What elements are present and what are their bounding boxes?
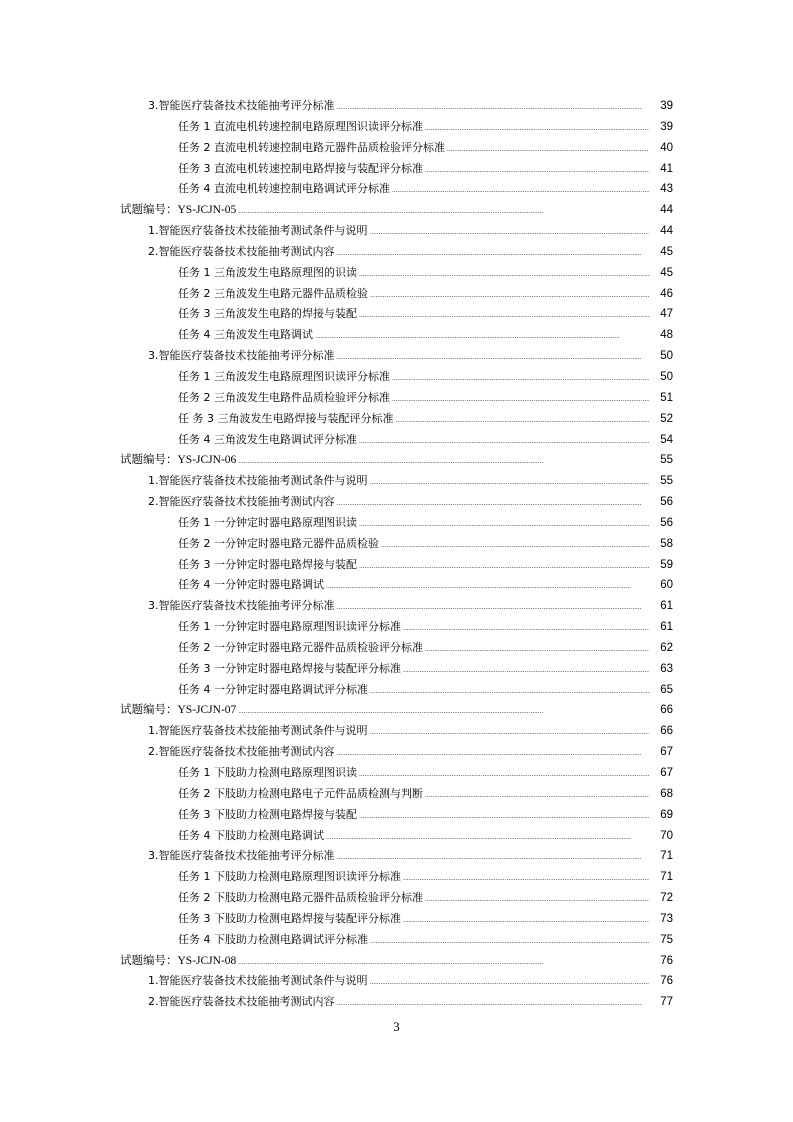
- toc-entry[interactable]: [0, 159, 673, 180]
- toc-entry-title: 任务 1 一分钟定时器电路原理图识读: [178, 515, 357, 529]
- dot-leader: [337, 242, 650, 265]
- toc-entry-page: 76: [660, 975, 673, 988]
- toc-entry-page: 65: [660, 683, 673, 696]
- toc-entry-page: 71: [660, 871, 673, 884]
- dot-leader: [447, 138, 649, 161]
- toc-entry[interactable]: [0, 888, 673, 909]
- toc-entry[interactable]: [0, 846, 673, 867]
- toc-entry-page: 63: [660, 662, 673, 675]
- toc-entry-page: 70: [660, 829, 673, 842]
- toc-entry-page: 54: [660, 433, 673, 446]
- toc-entry-title: 任务 2 下肢助力检测电路电子元件品质检测与判断: [178, 786, 423, 800]
- toc-entry-page: 55: [660, 475, 673, 488]
- dot-leader: [238, 450, 649, 473]
- toc-entry[interactable]: [0, 805, 673, 826]
- toc-entry-page: 39: [660, 100, 673, 112]
- dot-leader: [392, 388, 649, 411]
- toc-entry-title: 试题编号：YS-JCJN-06: [120, 454, 237, 467]
- toc-entry[interactable]: [0, 513, 673, 534]
- dot-leader: [359, 555, 649, 578]
- toc-entry-title: 1.智能医疗装备技术技能抽考测试条件与说明: [148, 224, 368, 238]
- toc-entry[interactable]: [0, 346, 673, 367]
- dot-leader: [359, 805, 649, 828]
- dot-leader: [403, 867, 649, 890]
- dot-leader: [425, 784, 649, 807]
- toc-entry[interactable]: [0, 242, 673, 263]
- toc-entry-page: 61: [660, 621, 673, 634]
- toc-entry[interactable]: [0, 909, 673, 930]
- dot-leader: [392, 179, 649, 202]
- toc-entry[interactable]: [0, 304, 673, 325]
- toc-entry-title: 任务 3 下肢助力检测电路焊接与装配评分标准: [178, 911, 401, 925]
- dot-leader: [425, 117, 649, 140]
- toc-entry-page: 60: [660, 579, 673, 592]
- toc-entry-title: 任务 4 直流电机转速控制电路调试评分标准: [178, 182, 390, 196]
- toc-entry[interactable]: [0, 951, 673, 972]
- toc-entry-title: 任务 1 三角波发生电路原理图的识读: [178, 265, 357, 279]
- toc-entry-page: 73: [660, 912, 673, 925]
- toc-entry-title: 任务 2 一分钟定时器电路元器件品质检验评分标准: [178, 640, 423, 654]
- toc-entry[interactable]: [0, 471, 673, 492]
- dot-leader: [392, 367, 649, 390]
- toc-entry-title: 2.智能医疗装备技术技能抽考测试内容: [148, 244, 335, 258]
- toc-entry[interactable]: [0, 575, 673, 596]
- dot-leader: [337, 492, 650, 515]
- toc-entry-title: 试题编号：YS-JCJN-08: [120, 954, 237, 967]
- dot-leader: [425, 159, 649, 182]
- toc-entry[interactable]: [0, 138, 673, 159]
- dot-leader: [370, 721, 650, 744]
- toc-entry-title: 任务 2 下肢助力检测电路元器件品质检验评分标准: [178, 891, 423, 905]
- toc-entry[interactable]: [0, 179, 673, 200]
- toc-entry-title: 任务 4 三角波发生电路调试: [178, 328, 313, 342]
- dot-leader: [425, 638, 649, 661]
- toc-entry[interactable]: [0, 867, 673, 888]
- toc-entry-page: 58: [660, 537, 673, 550]
- toc-entry-title: 任务 4 一分钟定时器电路调试: [178, 578, 324, 592]
- toc-entry[interactable]: [0, 826, 673, 847]
- dot-leader: [359, 304, 649, 327]
- toc-entry-title: 3.智能医疗装备技术技能抽考评分标准: [148, 99, 335, 112]
- toc-entry[interactable]: [0, 784, 673, 805]
- toc-entry-page: 75: [660, 933, 673, 946]
- dot-leader: [326, 826, 649, 849]
- dot-leader: [315, 325, 649, 348]
- toc-entry-page: 67: [660, 767, 673, 779]
- toc-entry-title: 2.智能医疗装备技术技能抽考测试内容: [148, 495, 335, 509]
- toc-entry-page: 56: [660, 516, 673, 529]
- toc-entry-page: 39: [660, 120, 673, 133]
- dot-leader: [337, 346, 650, 369]
- dot-leader: [238, 951, 649, 974]
- toc-entry-page: 55: [660, 454, 673, 467]
- toc-entry-page: 56: [660, 496, 673, 509]
- dot-leader: [370, 471, 650, 494]
- toc-entry-page: 50: [660, 370, 673, 383]
- toc-entry-title: 任务 4 三角波发生电路调试评分标准: [178, 432, 357, 446]
- toc-entry[interactable]: [0, 325, 673, 346]
- toc-entry[interactable]: [0, 680, 673, 701]
- dot-leader: [238, 700, 649, 723]
- dot-leader: [337, 596, 650, 619]
- toc-entry-title: 任务 3 一分钟定时器电路焊接与装配: [178, 557, 357, 571]
- toc-entry-page: 67: [660, 746, 673, 759]
- toc-entry-title: 任务 4 下肢助力检测电路调试评分标准: [178, 932, 368, 946]
- toc-entry[interactable]: [0, 659, 673, 680]
- toc-entry-title: 任务 2 三角波发生电路元器件品质检验: [178, 286, 368, 300]
- toc-entry[interactable]: [0, 367, 673, 388]
- toc-entry[interactable]: [0, 555, 673, 576]
- toc-entry-title: 1.智能医疗装备技术技能抽考测试条件与说明: [148, 474, 368, 488]
- dot-leader: [370, 971, 650, 994]
- toc-entry-title: 3.智能医疗装备技术技能抽考评分标准: [148, 599, 335, 613]
- toc-entry[interactable]: [0, 638, 673, 659]
- toc-entry-page: 72: [660, 892, 673, 905]
- dot-leader: [359, 263, 649, 286]
- toc-entry-page: 41: [660, 162, 673, 175]
- dot-leader: [425, 888, 649, 911]
- toc-entry-title: 任务 2 三角波发生电路件品质检验评分标准: [178, 390, 390, 404]
- toc-entry-page: 66: [660, 704, 673, 717]
- toc-entry[interactable]: [0, 700, 673, 721]
- toc-entry-title: 任务 3 下肢助力检测电路焊接与装配: [178, 807, 357, 821]
- dot-leader: [359, 513, 649, 536]
- dot-leader: [359, 763, 649, 786]
- dot-leader: [337, 846, 650, 869]
- toc-entry-page: 46: [660, 287, 673, 300]
- toc-entry-page: 48: [660, 329, 673, 342]
- toc-entry-title: 任务 2 一分钟定时器电路元器件品质检验: [178, 536, 379, 550]
- toc-entry-title: 任务 3 一分钟定时器电路焊接与装配评分标准: [178, 661, 401, 675]
- toc-entry-title: 任务 2 直流电机转速控制电路元器件品质检验评分标准: [178, 140, 445, 154]
- toc-entry[interactable]: [0, 409, 673, 430]
- toc-entry-page: 47: [660, 308, 673, 321]
- toc-entry-title: 任务 1 下肢助力检测电路原理图识读: [178, 766, 357, 779]
- toc-entry-page: 50: [660, 350, 673, 363]
- toc-entry-title: 任务 1 直流电机转速控制电路原理图识读评分标准: [178, 119, 423, 133]
- toc-entry-page: 62: [660, 641, 673, 654]
- toc-entry-title: 1.智能医疗装备技术技能抽考测试条件与说明: [148, 974, 368, 988]
- toc-entry-page: 77: [660, 996, 673, 1009]
- toc-entry[interactable]: [0, 430, 673, 451]
- toc-entry-page: 71: [660, 850, 673, 863]
- toc-entry[interactable]: [0, 763, 673, 784]
- dot-leader: [403, 617, 649, 640]
- toc-entry-title: 任务 1 一分钟定时器电路原理图识读评分标准: [178, 620, 401, 634]
- toc-entry-page: 76: [660, 954, 673, 967]
- toc-entry-page: 61: [660, 600, 673, 613]
- toc-entry-page: 69: [660, 808, 673, 821]
- dot-leader: [359, 430, 649, 453]
- toc-entry[interactable]: [0, 596, 673, 617]
- toc-entry[interactable]: [0, 492, 673, 513]
- toc-entry[interactable]: [0, 534, 673, 555]
- toc-entry-page: 44: [660, 225, 673, 238]
- toc-entry[interactable]: [0, 721, 673, 742]
- toc-entry-title: 2.智能医疗装备技术技能抽考测试内容: [148, 745, 335, 759]
- toc-entry-title: 任务 1 三角波发生电路原理图识读评分标准: [178, 369, 390, 383]
- toc-entry-page: 51: [660, 391, 673, 404]
- toc-entry-page: 40: [660, 141, 673, 154]
- toc-entry[interactable]: [0, 200, 673, 221]
- dot-leader: [403, 909, 649, 932]
- dot-leader: [337, 96, 650, 119]
- toc-entry[interactable]: [0, 930, 673, 951]
- toc-entry-title: 任 务 3 三角波发生电路焊接与装配评分标准: [178, 411, 394, 425]
- toc-entry-page: 43: [660, 183, 673, 196]
- toc-entry[interactable]: [0, 742, 673, 763]
- toc-entry-title: 任务 3 三角波发生电路的焊接与装配: [178, 307, 357, 321]
- toc-entry[interactable]: [0, 263, 673, 284]
- dot-leader: [337, 992, 650, 1015]
- toc-entry[interactable]: [0, 117, 673, 138]
- dot-leader: [370, 680, 649, 703]
- dot-leader: [370, 284, 649, 307]
- toc-entry-title: 任务 1 下肢助力检测电路原理图识读评分标准: [178, 870, 401, 884]
- toc-entry-title: 3.智能医疗装备技术技能抽考评分标准: [148, 349, 335, 363]
- toc-entry[interactable]: [0, 971, 673, 992]
- toc-entry-title: 3.智能医疗装备技术技能抽考评分标准: [148, 849, 335, 863]
- dot-leader: [381, 534, 649, 557]
- dot-leader: [396, 409, 650, 432]
- toc-entry-page: 68: [660, 787, 673, 800]
- toc-entry-page: 52: [660, 412, 673, 425]
- toc-entry-title: 任务 4 一分钟定时器电路调试评分标准: [178, 682, 368, 696]
- toc-entry-title: 任务 4 下肢助力检测电路调试: [178, 828, 324, 842]
- toc-entry-title: 试题编号：YS-JCJN-05: [120, 204, 237, 217]
- toc-entry-page: 45: [660, 266, 673, 279]
- toc-entry-title: 1.智能医疗装备技术技能抽考测试条件与说明: [148, 724, 368, 738]
- dot-leader: [337, 742, 650, 765]
- toc-entry[interactable]: [0, 388, 673, 409]
- toc-entry[interactable]: [0, 617, 673, 638]
- toc-entry[interactable]: [0, 450, 673, 471]
- toc-entry[interactable]: [0, 992, 673, 1013]
- toc-entry-page: 44: [660, 204, 673, 217]
- toc-entry[interactable]: [0, 284, 673, 305]
- dot-leader: [238, 200, 649, 223]
- toc-entry[interactable]: [0, 96, 673, 117]
- toc-entry-title: 试题编号：YS-JCJN-07: [120, 704, 237, 717]
- toc-entry-title: 2.智能医疗装备技术技能抽考测试内容: [148, 995, 335, 1009]
- toc-entry[interactable]: [0, 221, 673, 242]
- toc-entry-page: 66: [660, 725, 673, 738]
- dot-leader: [403, 659, 649, 682]
- toc-entry-title: 任务 3 直流电机转速控制电路焊接与装配评分标准: [178, 161, 423, 175]
- table-of-contents: [0, 96, 793, 1013]
- toc-entry-page: 59: [660, 558, 673, 571]
- page-number: 3: [393, 1019, 400, 1034]
- dot-leader: [326, 575, 649, 598]
- dot-leader: [370, 930, 649, 953]
- dot-leader: [370, 221, 650, 244]
- toc-entry-page: 45: [660, 245, 673, 258]
